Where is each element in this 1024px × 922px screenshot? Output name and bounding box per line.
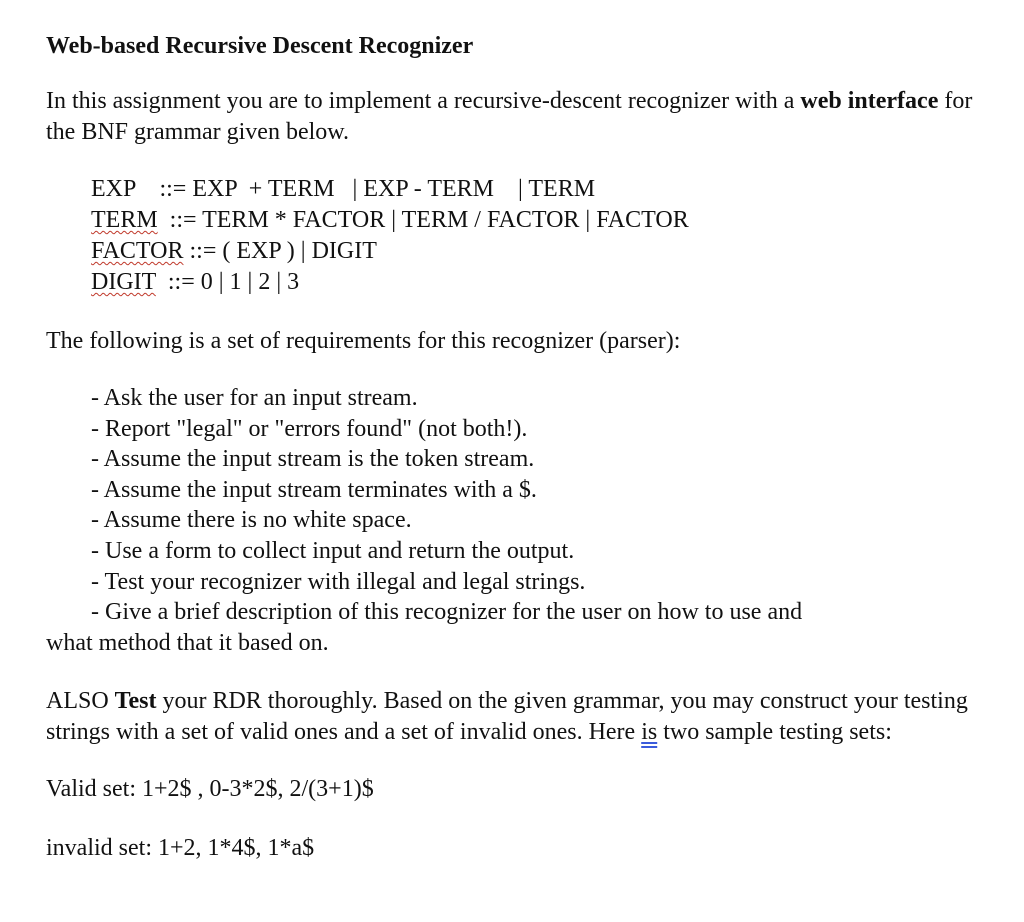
also-test-paragraph (46, 686, 996, 748)
also-text-2: two sample testing sets: (657, 719, 892, 746)
requirement-item: - Report "legal" or "errors found" (not both!). (91, 415, 528, 442)
requirements-list (46, 383, 996, 658)
also-underlined-is: is (641, 719, 658, 746)
grammar-rule-digit (91, 267, 996, 298)
grammar-lhs-digit: DIGIT (91, 269, 156, 295)
also-text-1: your RDR thoroughly. Based on the given grammar, you may construct your testing strings with a set of valid ones and a set of invalid ones. Here (46, 688, 968, 746)
grammar-lhs-term: TERM (91, 207, 158, 233)
intro-paragraph (46, 86, 996, 148)
grammar-rule-exp (91, 174, 996, 205)
requirements-heading: The following is a set of requirements for this recognizer (parser): (46, 328, 681, 354)
intro-text-start: In this assignment you are to implement a recursive-descent recognizer with a (46, 88, 801, 114)
requirement-item: - Test your recognizer with illegal and legal strings. (91, 568, 586, 595)
document-page (46, 28, 996, 864)
intro-bold-web-interface: web interface (800, 88, 939, 114)
grammar-rhs-term: ::= TERM * FACTOR | TERM / FACTOR | FACTOR (157, 207, 689, 233)
valid-set: Valid set: 1+2$ , 0-3*2$, 2/(3+1)$ (46, 776, 374, 803)
grammar-rule-term (91, 205, 996, 236)
grammar-rhs-digit: ::= 0 | 1 | 2 | 3 (155, 269, 300, 295)
also-prefix: ALSO (46, 688, 115, 715)
requirement-item: - Ask the user for an input stream. (91, 385, 418, 411)
also-bold-test: Test (114, 688, 157, 715)
document-title: Web-based Recursive Descent Recognizer (46, 33, 474, 59)
grammar-rule-factor (91, 236, 996, 267)
grammar-rhs-factor: ::= ( EXP ) | DIGIT (183, 238, 377, 264)
requirement-item: - Use a form to collect input and return the output. (91, 537, 575, 564)
invalid-set: invalid set: 1+2, 1*4$, 1*a$ (46, 835, 315, 862)
bnf-grammar (91, 174, 996, 298)
grammar-lhs-exp: EXP (91, 176, 136, 202)
requirement-item: - Assume there is no white space. (91, 507, 412, 534)
requirement-item-last: - Give a brief description of this recognizer for the user on how to use and (91, 599, 803, 626)
intro-text-end: for the BNF grammar given below. (46, 88, 973, 145)
requirement-item: - Assume the input stream is the token stream. (91, 446, 535, 473)
grammar-lhs-factor: FACTOR (91, 238, 184, 264)
requirement-item-last-wrap: what method that it based on. (46, 629, 329, 656)
grammar-rhs-exp: ::= EXP + TERM | EXP - TERM | TERM (135, 176, 596, 202)
requirement-item: - Assume the input stream terminates with a $. (91, 476, 537, 503)
